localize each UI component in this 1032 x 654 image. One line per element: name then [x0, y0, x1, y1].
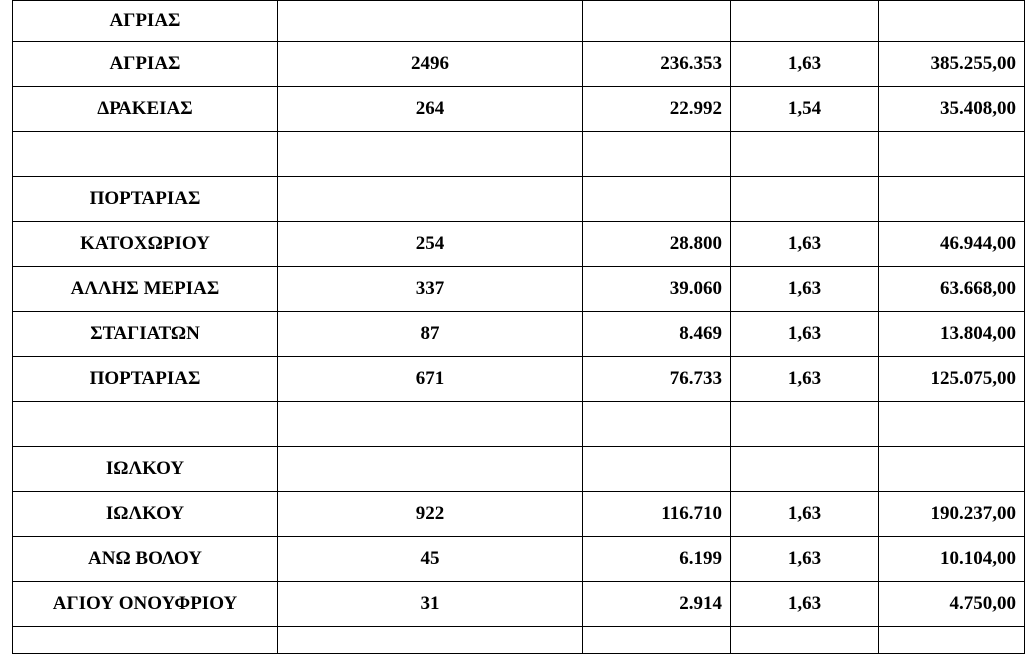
cell-count	[278, 627, 583, 654]
cell-count	[278, 447, 583, 492]
cell-quantity: 22.992	[583, 87, 731, 132]
cell-quantity: 6.199	[583, 537, 731, 582]
cell-name: ΣΤΑΓΙΑΤΩΝ	[13, 312, 278, 357]
cell-name: ΙΩΛΚΟΥ	[13, 447, 278, 492]
cell-quantity	[583, 177, 731, 222]
cell-rate	[731, 402, 879, 447]
cell-name	[13, 132, 278, 177]
cell-rate	[731, 627, 879, 654]
cell-quantity	[583, 447, 731, 492]
cell-count: 87	[278, 312, 583, 357]
cell-quantity	[583, 132, 731, 177]
table-row	[13, 312, 1025, 357]
cell-name: ΑΓΡΙΑΣ	[13, 1, 278, 42]
table-body	[13, 1, 1025, 654]
cell-rate	[731, 132, 879, 177]
cell-name: ΑΓΙΟΥ ΟΝΟΥΦΡΙΟΥ	[13, 582, 278, 627]
cell-name: ΚΑΤΟΧΩΡΙΟΥ	[13, 222, 278, 267]
cell-total: 35.408,00	[879, 87, 1025, 132]
cell-count: 31	[278, 582, 583, 627]
cell-total	[879, 402, 1025, 447]
cell-count: 264	[278, 87, 583, 132]
cell-total: 4.750,00	[879, 582, 1025, 627]
cell-quantity	[583, 402, 731, 447]
cell-rate: 1,63	[731, 222, 879, 267]
cell-quantity	[583, 627, 731, 654]
table-row	[13, 492, 1025, 537]
data-table	[12, 0, 1025, 654]
cell-rate: 1,63	[731, 357, 879, 402]
cell-count: 337	[278, 267, 583, 312]
cell-name: ΔΡΑΚΕΙΑΣ	[13, 87, 278, 132]
cell-name: ΙΩΛΚΟΥ	[13, 492, 278, 537]
cell-name: ΑΛΛΗΣ ΜΕΡΙΑΣ	[13, 267, 278, 312]
cell-total: 63.668,00	[879, 267, 1025, 312]
cell-rate	[731, 177, 879, 222]
cell-name: ΠΟΡΤΑΡΙΑΣ	[13, 177, 278, 222]
cell-count	[278, 1, 583, 42]
cell-count	[278, 177, 583, 222]
cell-total: 13.804,00	[879, 312, 1025, 357]
table-row	[13, 177, 1025, 222]
cell-total	[879, 132, 1025, 177]
table-row	[13, 267, 1025, 312]
cell-quantity: 236.353	[583, 42, 731, 87]
table-row	[13, 537, 1025, 582]
cell-quantity: 2.914	[583, 582, 731, 627]
cell-quantity: 39.060	[583, 267, 731, 312]
cell-count	[278, 402, 583, 447]
cell-quantity: 28.800	[583, 222, 731, 267]
cell-total	[879, 177, 1025, 222]
table-row	[13, 1, 1025, 42]
cell-count	[278, 132, 583, 177]
cell-count: 254	[278, 222, 583, 267]
cell-rate	[731, 447, 879, 492]
cell-total: 46.944,00	[879, 222, 1025, 267]
cell-total: 10.104,00	[879, 537, 1025, 582]
table-row-blank	[13, 627, 1025, 654]
cell-name	[13, 402, 278, 447]
table-row	[13, 222, 1025, 267]
cell-count: 45	[278, 537, 583, 582]
table-row	[13, 447, 1025, 492]
table-row-blank	[13, 132, 1025, 177]
cell-total: 385.255,00	[879, 42, 1025, 87]
table-row-blank	[13, 402, 1025, 447]
cell-count: 671	[278, 357, 583, 402]
cell-quantity: 8.469	[583, 312, 731, 357]
cell-rate: 1,63	[731, 492, 879, 537]
cell-rate: 1,54	[731, 87, 879, 132]
cell-total: 125.075,00	[879, 357, 1025, 402]
cell-quantity: 76.733	[583, 357, 731, 402]
cell-rate	[731, 1, 879, 42]
cell-total	[879, 627, 1025, 654]
cell-quantity	[583, 1, 731, 42]
cell-total	[879, 447, 1025, 492]
cell-name: ΑΝΩ ΒΟΛΟΥ	[13, 537, 278, 582]
cell-rate: 1,63	[731, 537, 879, 582]
table-row	[13, 87, 1025, 132]
cell-total	[879, 1, 1025, 42]
cell-rate: 1,63	[731, 267, 879, 312]
cell-name: ΑΓΡΙΑΣ	[13, 42, 278, 87]
cell-rate: 1,63	[731, 582, 879, 627]
cell-rate: 1,63	[731, 42, 879, 87]
cell-name: ΠΟΡΤΑΡΙΑΣ	[13, 357, 278, 402]
table-row	[13, 582, 1025, 627]
cell-rate: 1,63	[731, 312, 879, 357]
cell-quantity: 116.710	[583, 492, 731, 537]
cell-count: 922	[278, 492, 583, 537]
cell-total: 190.237,00	[879, 492, 1025, 537]
cell-count: 2496	[278, 42, 583, 87]
table-row	[13, 357, 1025, 402]
table-row	[13, 42, 1025, 87]
cell-name	[13, 627, 278, 654]
